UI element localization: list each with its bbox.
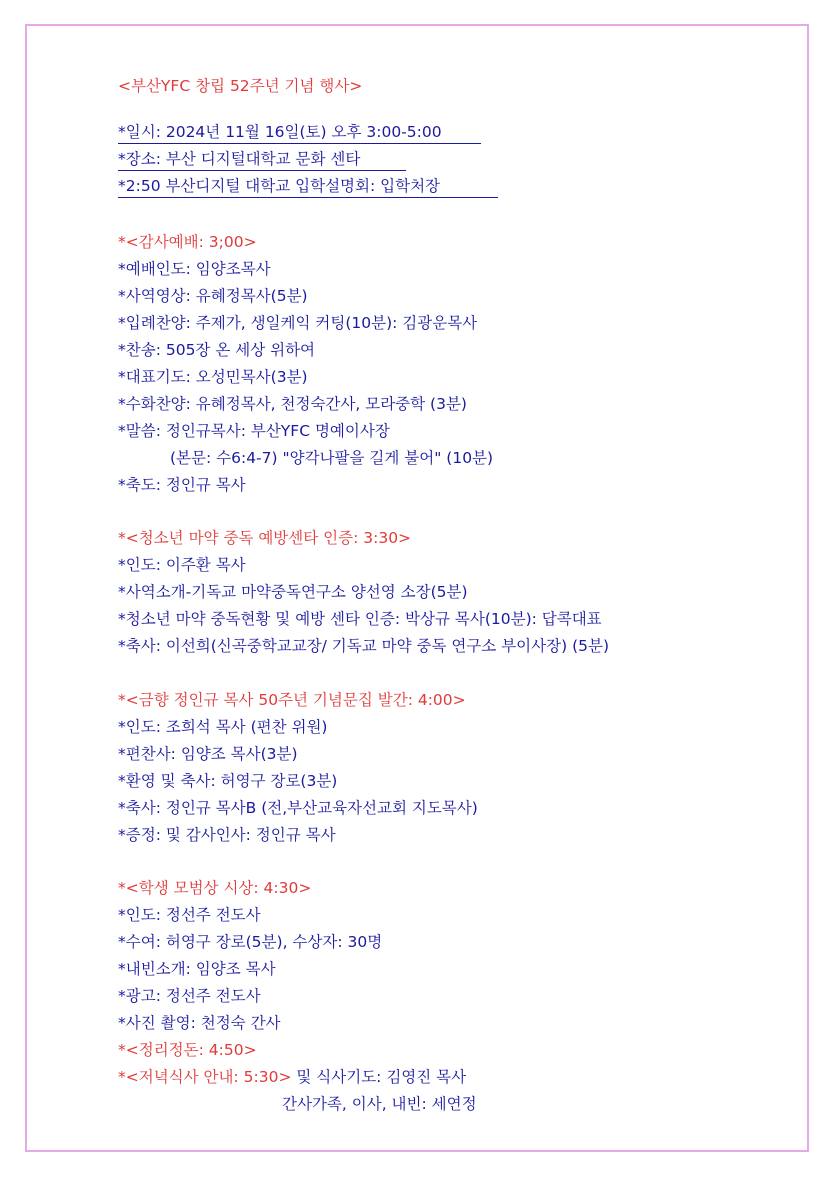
cleanup-heading: *<정리정돈: 4:50> (118, 1041, 257, 1059)
list-item: *축사: 정인규 목사B (전,부산교육자선교회 지도목사) (118, 799, 478, 817)
list-item: *증정: 및 감사인사: 정인규 목사 (118, 826, 336, 844)
list-item: *입례찬양: 주제가, 생일케익 커팅(10분): 김광운목사 (118, 314, 478, 332)
drug-heading: *<청소년 마약 중독 예방센타 인증: 3:30> (118, 529, 412, 547)
list-item: *편찬사: 임양조 목사(3분) (118, 745, 298, 763)
list-item: *수여: 허영구 장로(5분), 수상자: 30명 (118, 933, 383, 951)
dinner-note: 간사가족, 이사, 내빈: 세연정 (282, 1095, 477, 1113)
list-item: *환영 및 축사: 허영구 장로(3분) (118, 772, 338, 790)
worship-heading: *<감사예배: 3;00> (118, 233, 257, 251)
list-item: *인도: 이주환 목사 (118, 556, 246, 574)
info-datetime: *일시: 2024년 11월 16일(토) 오후 3:00-5:00 (118, 123, 442, 141)
underline (118, 143, 481, 144)
underline (118, 170, 406, 171)
dinner-line (118, 1067, 466, 1087)
list-item: *광고: 정선주 전도사 (118, 987, 261, 1005)
list-item: *인도: 정선주 전도사 (118, 906, 261, 924)
list-item: *찬송: 505장 온 세상 위하여 (118, 341, 316, 359)
info-venue: *장소: 부산 디지털대학교 문화 센타 (118, 150, 361, 168)
list-item: *대표기도: 오성민목사(3분) (118, 368, 308, 386)
list-item: *말씀: 정인규목사: 부산YFC 명예이사장 (118, 422, 390, 440)
dinner-heading: *<저녁식사 안내: 5:30> (118, 1068, 292, 1086)
info-admission: *2:50 부산디지털 대학교 입학설명회: 입학처장 (118, 177, 441, 195)
list-item: *사역영상: 유혜정목사(5분) (118, 287, 308, 305)
book-heading: *<금향 정인규 목사 50주년 기념문집 발간: 4:00> (118, 691, 466, 709)
dinner-prayer: 및 식사기도: 김영진 목사 (291, 1068, 467, 1086)
list-item: *청소년 마약 중독현황 및 예방 센타 인증: 박상규 목사(10분): 답콕대표 (118, 610, 602, 628)
list-item: *수화찬양: 유혜정목사, 천정숙간사, 모라중학 (3분) (118, 395, 467, 413)
award-heading: *<학생 모범상 시상: 4:30> (118, 879, 312, 897)
event-title: <부산YFC 창립 52주년 기념 행사> (118, 77, 363, 95)
list-item: *사진 촬영: 천정숙 간사 (118, 1014, 281, 1032)
list-item: *인도: 조희석 목사 (편찬 위원) (118, 718, 328, 736)
list-item: *내빈소개: 임양조 목사 (118, 960, 276, 978)
underline (118, 197, 498, 198)
list-item: *예배인도: 임양조목사 (118, 260, 271, 278)
list-item: *사역소개-기독교 마약중독연구소 양선영 소장(5분) (118, 583, 468, 601)
list-item: *축사: 이선희(신곡중학교교장/ 기독교 마약 중독 연구소 부이사장) (5분) (118, 637, 610, 655)
list-item: *축도: 정인규 목사 (118, 476, 246, 494)
scripture-note: (본문: 수6:4-7) "양각나팔을 길게 불어" (10분) (170, 449, 494, 467)
